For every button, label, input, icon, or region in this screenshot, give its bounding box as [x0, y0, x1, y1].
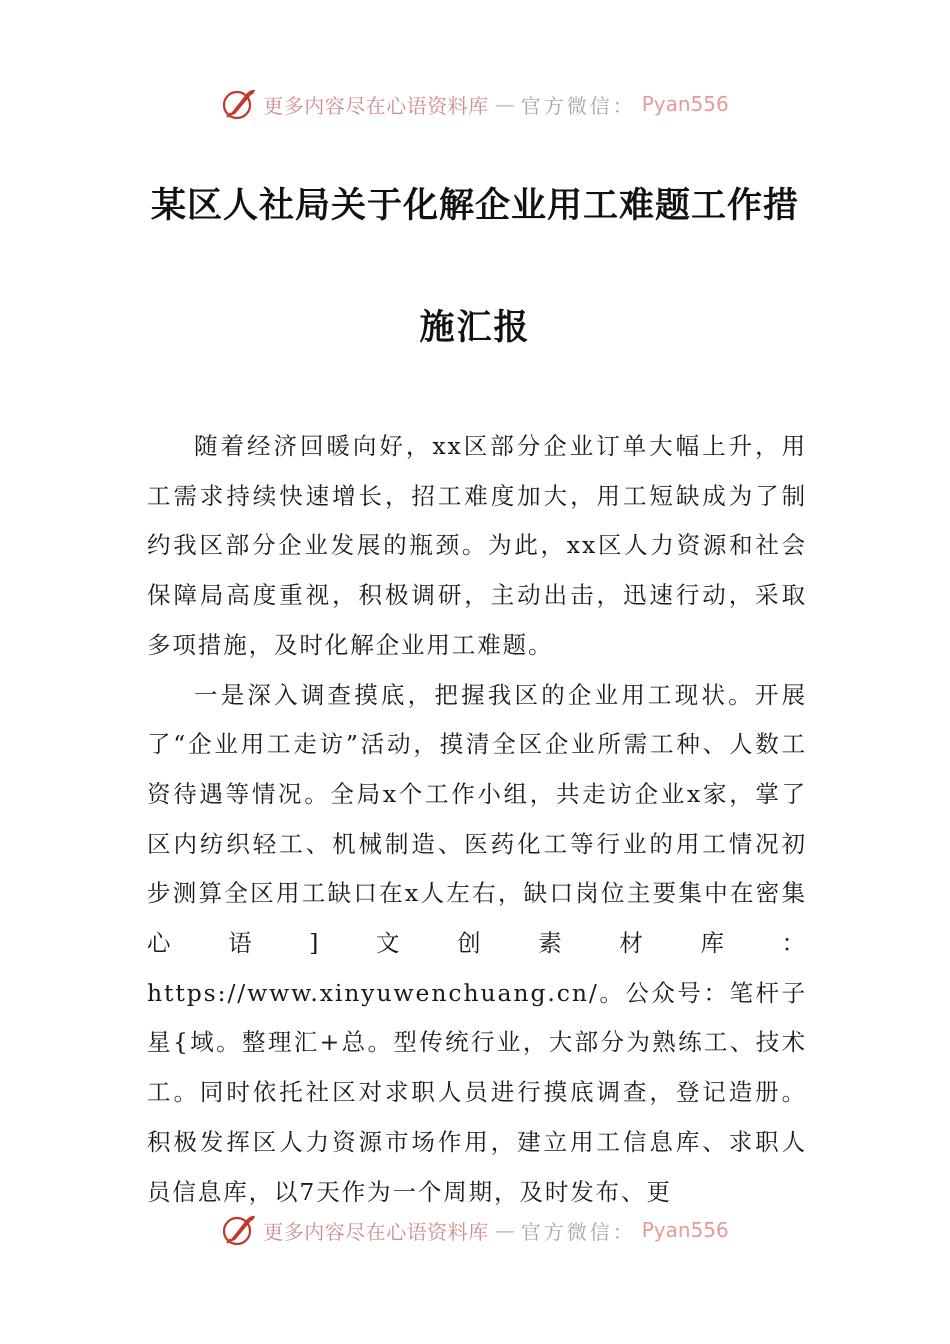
document-body: [147, 422, 807, 1217]
quill-pen-circle-icon: [221, 86, 257, 122]
watermark-brand-text: 更多内容尽在心语资料库: [263, 1219, 489, 1244]
paragraph-measure-1: 一是深入调查摸底，把握我区的企业用工现状。开展了“企业用工走访”活动，摸清全区企业所需工种、人数工资待遇等情况。全局x个工作小组，共走访企业x家，掌了区内纺织轻工、机械制造、医药化工等行业的用工情况初步测算全区用工缺口在x人左右，缺口岗位主要集中在密集心语]文创素材库：https://www.xinyuwenchuang.cn/。公众号：笔杆子星{域。整理汇+总。型传统行业，大部分为熟练工、技术工。同时依托社区对求职人员进行摸底调查，登记造册。积极发挥区人力资源市场作用，建立用工信息库、求职人员信息库，以7天作为一个周期，及时发布、更: [147, 680, 807, 1206]
watermark-wechat-id: Pyan556: [641, 92, 729, 116]
watermark-official-label: 官方微信：: [520, 93, 636, 118]
quill-pen-circle-icon: [221, 1212, 257, 1248]
document-title-line-1: 某区人社局关于化解企业用工难题工作措: [150, 185, 799, 226]
watermark-dash: —: [494, 1218, 515, 1242]
watermark-dash: —: [494, 92, 515, 116]
paragraph-intro: 随着经济回暖向好，xx区部分企业订单大幅上升，用工需求持续快速增长，招工难度加大，用工短缺成为了制约我区部分企业发展的瓶颈。为此，xx区人力资源和社会保障局高度重视，积极调研，主动出击，迅速行动，采取多项措施，及时化解企业用工难题。: [147, 432, 807, 659]
watermark-brand-text: 更多内容尽在心语资料库: [263, 93, 489, 118]
footer-watermark: [0, 1212, 950, 1248]
document-title-line-2: 施汇报: [419, 307, 531, 348]
watermark-wechat-id: Pyan556: [641, 1218, 729, 1242]
header-watermark: [0, 86, 950, 122]
watermark-official-label: 官方微信：: [520, 1219, 636, 1244]
